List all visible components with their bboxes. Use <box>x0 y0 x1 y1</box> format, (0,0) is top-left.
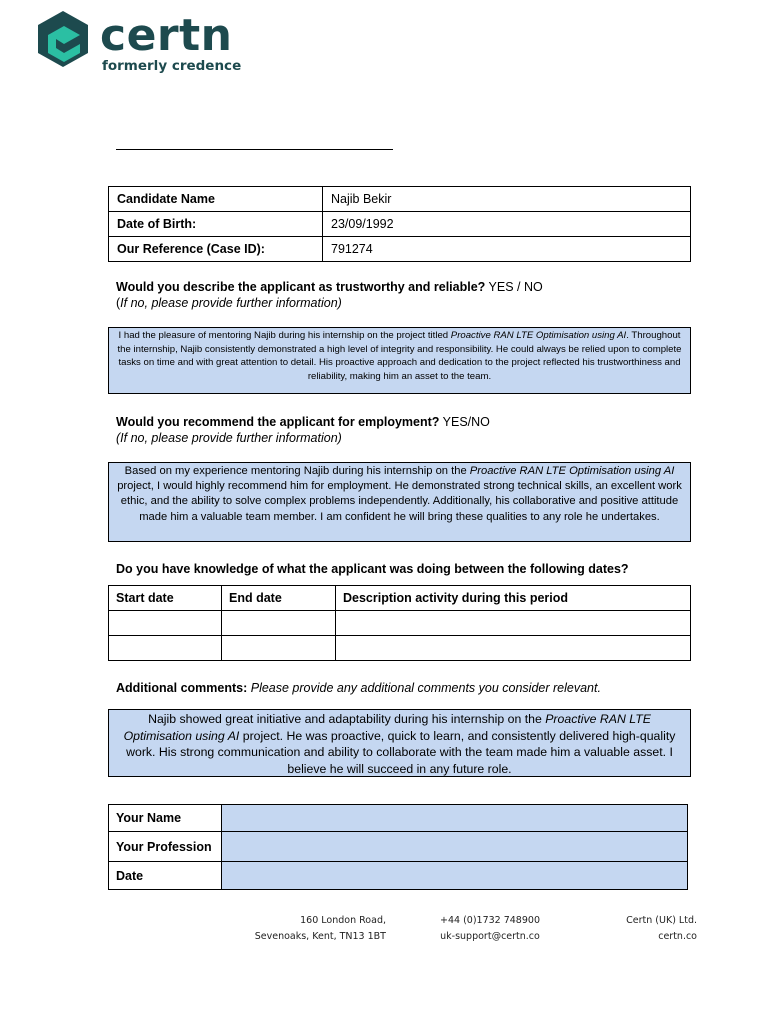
table-row <box>109 805 688 832</box>
end-date-header: End date <box>222 586 336 611</box>
table-row <box>109 832 688 862</box>
additional-comments-label: Additional comments: <box>116 681 248 695</box>
additional-comments-hint: Please provide any additional comments you consider relevant. <box>247 681 601 695</box>
question-recommend-hint: (If no, please provide further information) <box>116 431 342 445</box>
footer-website[interactable]: certn.co <box>658 931 697 942</box>
question-recommend-text: Would you recommend the applicant for employment? <box>116 415 440 429</box>
footer-contact <box>420 913 560 945</box>
dob-label: Date of Birth: <box>109 212 323 237</box>
table-row <box>109 636 691 661</box>
end-date-cell[interactable] <box>222 636 336 661</box>
question-trustworthy-text: Would you describe the applicant as trustworthy and reliable? <box>116 280 486 294</box>
date-field[interactable] <box>222 862 688 890</box>
description-cell[interactable] <box>336 636 691 661</box>
table-row <box>109 237 691 262</box>
question-trustworthy-hint: (If no, please provide further information) <box>116 296 342 310</box>
your-name-field[interactable] <box>222 805 688 832</box>
footer-company: Certn (UK) Ltd. certn.co <box>597 913 697 945</box>
question-recommend <box>116 415 490 429</box>
signature-line <box>116 149 393 150</box>
start-date-cell[interactable] <box>109 636 222 661</box>
referee-details-table <box>108 804 688 890</box>
your-profession-field[interactable] <box>222 832 688 862</box>
dob-value: 23/09/1992 <box>323 212 691 237</box>
certn-logo-icon <box>34 10 92 68</box>
trustworthy-answer-box: I had the pleasure of mentoring Najib during his internship on the project titled Proactive RAN LTE Optimisation using AI. Throughout the internship, Najib consistently demonstrated a high level of integrity and responsibility. He could always be relied upon to complete tasks on time and with great attention to detail. His proactive approach and dedication to the project reflected his trustworthiness and reliability, making him an asset to the team. <box>108 327 691 394</box>
candidate-name-value: Najib Bekir <box>323 187 691 212</box>
question-trustworthy-options: YES / NO <box>485 280 543 294</box>
candidate-info-table <box>108 186 691 262</box>
logo-wordmark: certn <box>100 10 233 61</box>
end-date-cell[interactable] <box>222 611 336 636</box>
description-cell[interactable] <box>336 611 691 636</box>
date-label: Date <box>109 862 222 890</box>
footer-email[interactable]: uk-support@certn.co <box>440 931 540 942</box>
candidate-name-label: Candidate Name <box>109 187 323 212</box>
recommend-answer-box: Based on my experience mentoring Najib during his internship on the Proactive RAN LTE Optimisation using AI project, I would highly recommend him for employment. He demonstrated strong technical skills, an excellent work ethic, and the ability to solve complex problems independently. Additionally, his collaborative and positive attitude made him a valuable team member. I am confident he will bring these qualities to any role he undertakes. <box>108 462 691 542</box>
additional-comments-box: Najib showed great initiative and adaptability during his internship on the Proactive RAN LTE Optimisation using AI project. He was proactive, quick to learn, and consistently delivered high-quality work. His strong communication and ability to collaborate with the team made him a valuable asset. I believe he will succeed in any future role. <box>108 709 691 777</box>
additional-comments-prompt <box>116 681 601 695</box>
footer-phone: +44 (0)1732 748900 <box>440 915 540 926</box>
logo-tagline: formerly credence <box>102 58 242 74</box>
table-header-row <box>109 586 691 611</box>
question-trustworthy <box>116 280 543 294</box>
footer-address: 160 London Road, Sevenoaks, Kent, TN13 1BT <box>254 915 386 942</box>
your-profession-label: Your Profession <box>109 832 222 862</box>
case-id-label: Our Reference (Case ID): <box>109 237 323 262</box>
start-date-cell[interactable] <box>109 611 222 636</box>
case-id-value: 791274 <box>323 237 691 262</box>
table-row <box>109 862 688 890</box>
table-row <box>109 212 691 237</box>
start-date-header: Start date <box>109 586 222 611</box>
table-row <box>109 187 691 212</box>
your-name-label: Your Name <box>109 805 222 832</box>
question-recommend-options: YES/NO <box>439 415 490 429</box>
question-dates: Do you have knowledge of what the applicant was doing between the following dates? <box>116 562 629 576</box>
dates-table <box>108 585 691 661</box>
description-header: Description activity during this period <box>336 586 691 611</box>
table-row <box>109 611 691 636</box>
